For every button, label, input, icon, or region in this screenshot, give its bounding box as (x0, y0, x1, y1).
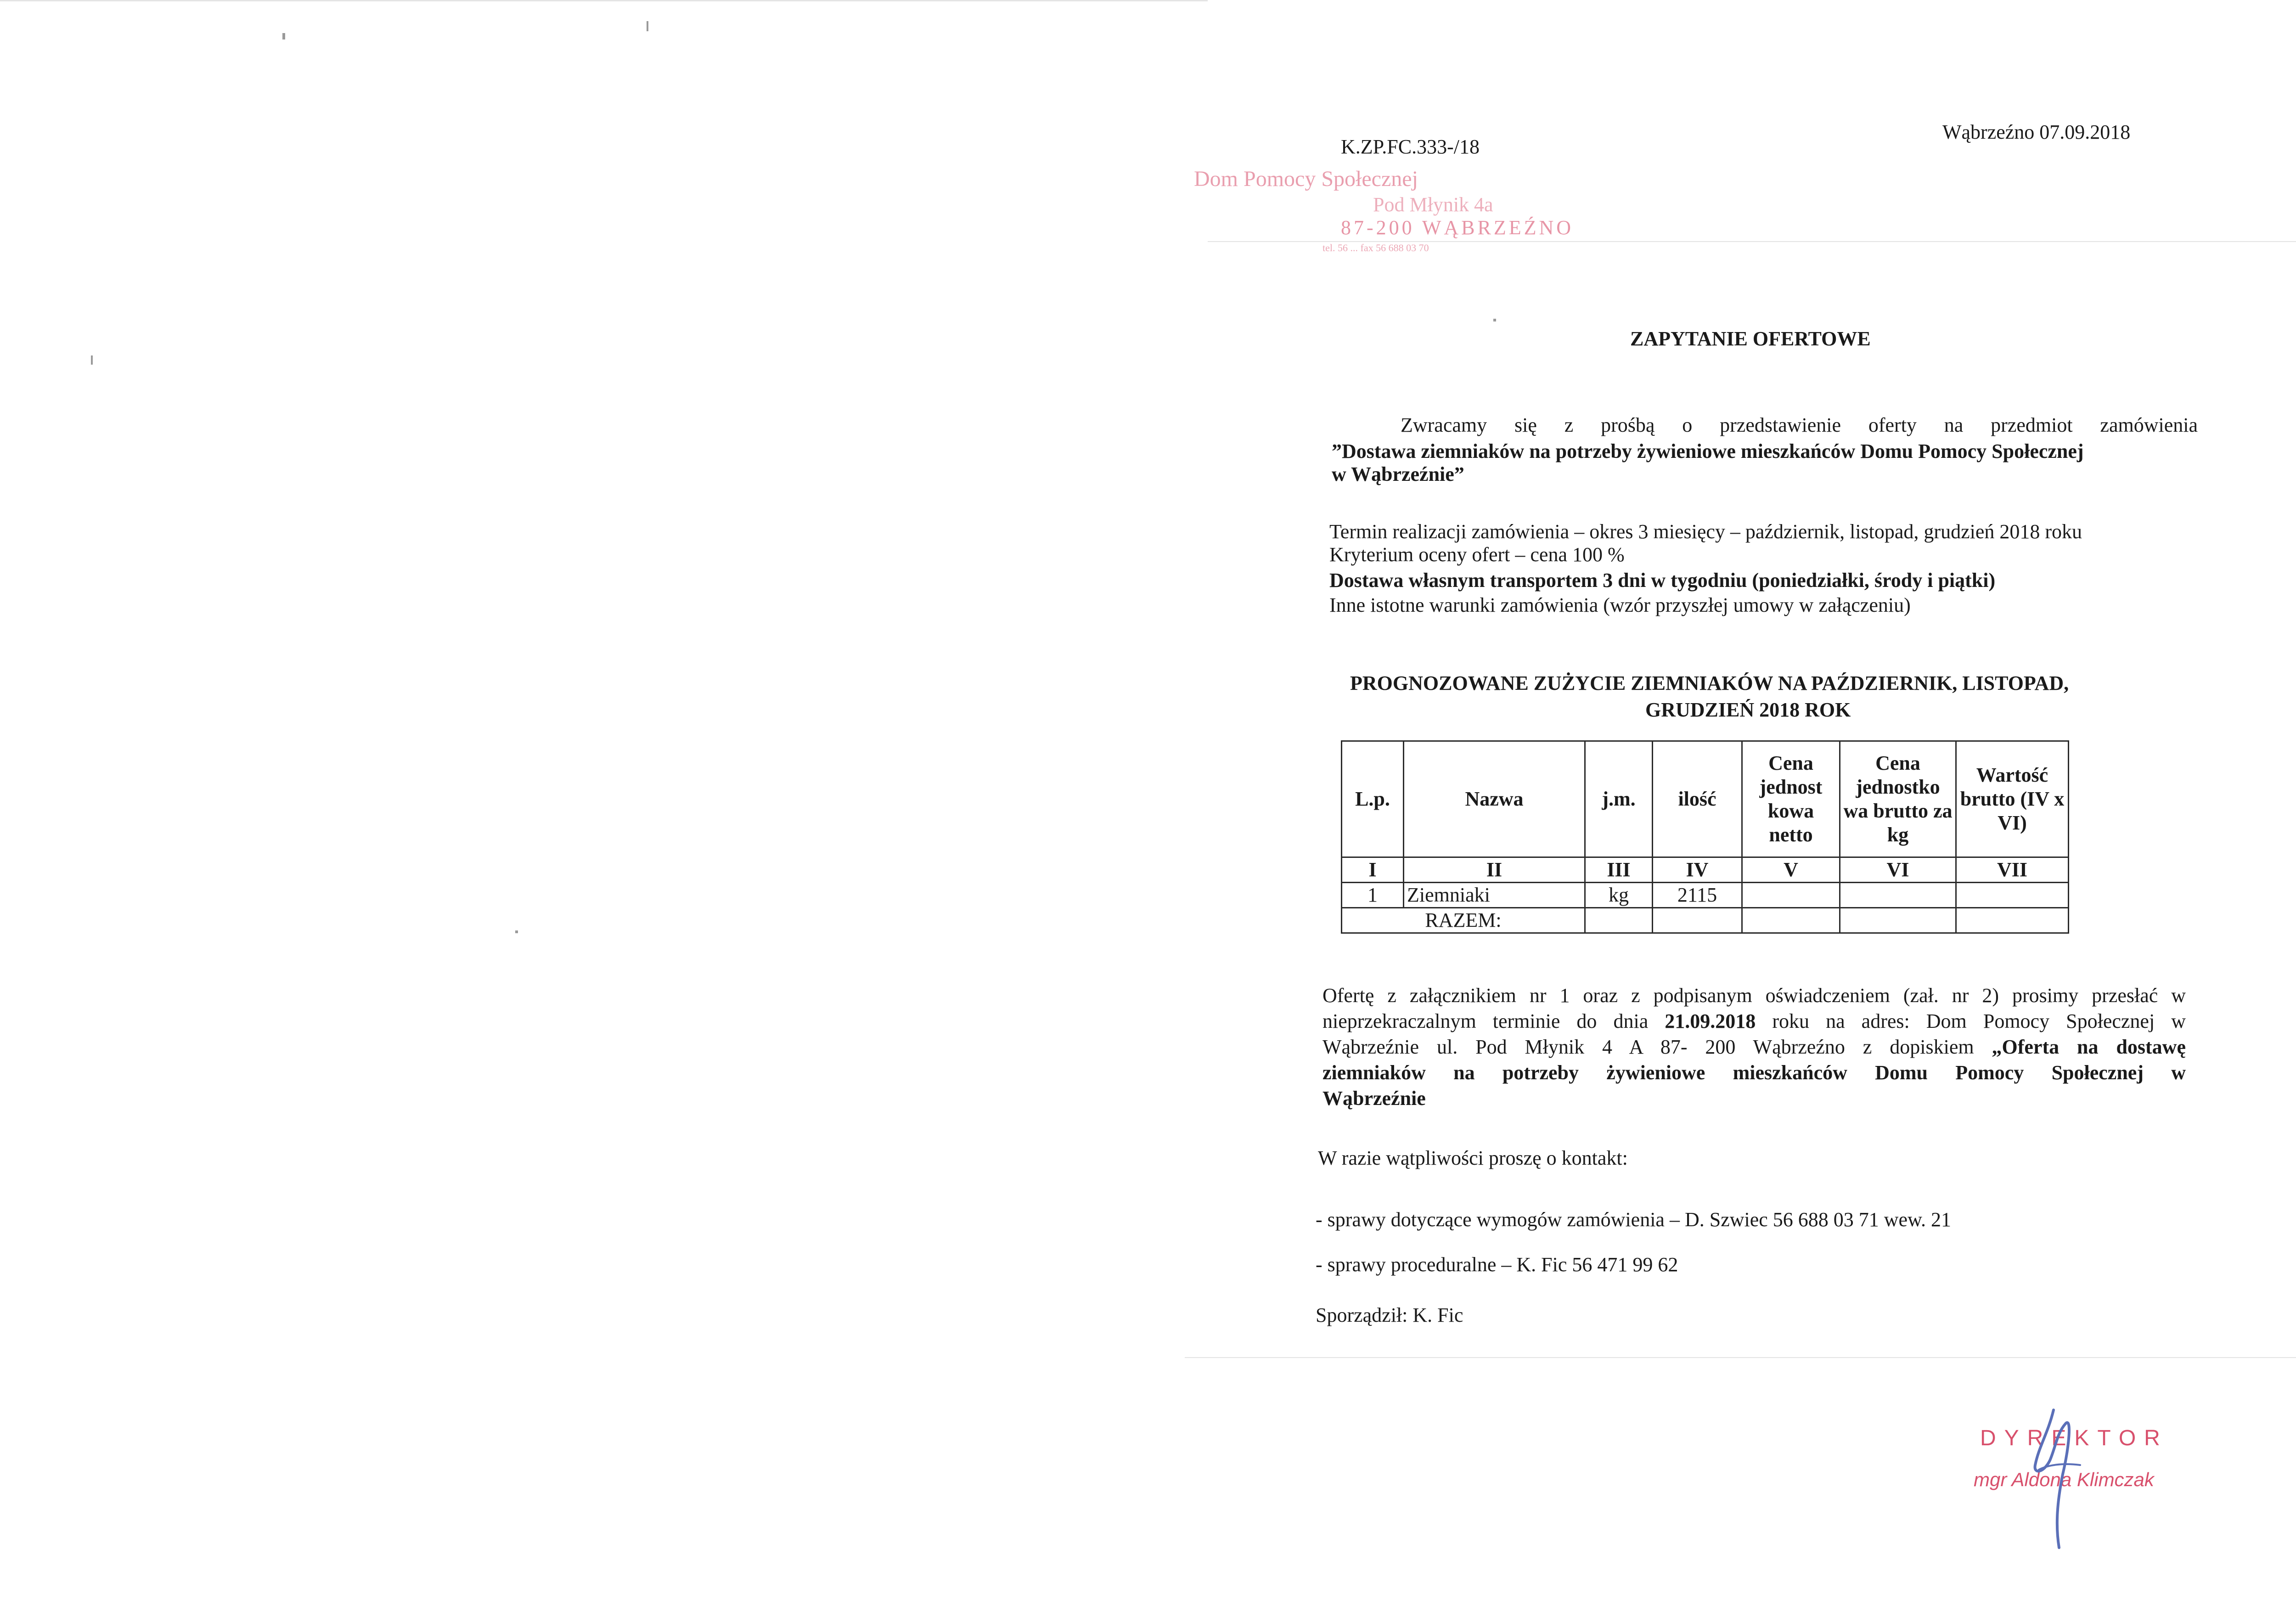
prepared-by: Sporządził: K. Fic (1316, 1304, 1463, 1326)
institution-stamp-street: Pod Młynik 4a (1373, 193, 1493, 216)
table-cell: 1 (1342, 883, 1404, 908)
forecast-heading-line1: PROGNOZOWANE ZUŻYCIE ZIEMNIAKÓW NA PAŹDZIERNIK, LISTOPAD, (1350, 672, 2069, 694)
header-cell: Cena jednost kowa netto (1742, 741, 1840, 857)
offer-instructions-line1: Ofertę z załącznikiem nr 1 oraz z podpisanym oświadczeniem (zał. nr 2) prosimy przesłać w (1322, 984, 2186, 1007)
table-total-row (1342, 908, 2069, 933)
scan-speck (1493, 319, 1496, 321)
offer-deadline-date: 21.09.2018 (1665, 1010, 1756, 1032)
roman-cell: VI (1840, 857, 1956, 883)
offer-instructions-text: Wąbrzeźnie ul. Pod Młynik 4 A 87- 200 Wąbrzeźno z dopiskiem (1322, 1036, 1992, 1058)
reference-number: K.ZP.FC.333-/18 (1341, 135, 1480, 158)
table-cell (1742, 883, 1840, 908)
delivery-terms: Dostawa własnym transportem 3 dni w tygodniu (poniedziałki, środy i piątki) (1329, 569, 1996, 592)
roman-cell: IV (1653, 857, 1742, 883)
scan-fold-line-lower (1185, 1357, 2296, 1358)
table-cell (1840, 908, 1956, 933)
contact-procedural: - sprawy proceduralne – K. Fic 56 471 99 62 (1316, 1253, 1678, 1276)
table-cell (1840, 883, 1956, 908)
place-and-date: Wąbrzeźno 07.09.2018 (1942, 121, 2131, 143)
document-title: ZAPYTANIE OFERTOWE (1630, 327, 1871, 350)
evaluation-criterion: Kryterium oceny ofert – cena 100 % (1329, 543, 1625, 566)
director-stamp-title: DYREKTOR (1980, 1426, 2168, 1450)
offer-instructions-text: roku na adres: Dom Pomocy Społecznej w (1756, 1010, 2186, 1032)
offer-annotation: „Oferta na dostawę (1992, 1036, 2186, 1058)
offer-instructions-line2 (1322, 1009, 2186, 1034)
roman-cell: II (1404, 857, 1585, 883)
director-signature (2011, 1396, 2103, 1552)
order-subject-line1: ”Dostawa ziemniaków na potrzeby żywieniowe mieszkańców Domu Pomocy Społecznej (1332, 440, 2084, 462)
scan-speck (282, 33, 285, 39)
table-header-row (1342, 741, 2069, 857)
table-cell: Ziemniaki (1404, 883, 1585, 908)
table-cell: 2115 (1653, 883, 1742, 908)
intro-line: Zwracamy się z prośbą o przedstawienie oferty na przedmiot zamówienia (1401, 414, 2198, 436)
table-cell (1956, 908, 2069, 933)
header-cell: ilość (1653, 741, 1742, 857)
table-cell: kg (1585, 883, 1653, 908)
contact-requirements: - sprawy dotyczące wymogów zamówienia – D. Szwiec 56 688 03 71 wew. 21 (1316, 1208, 1952, 1231)
other-conditions: Inne istotne warunki zamówienia (wzór przyszłej umowy w załączeniu) (1329, 594, 1911, 616)
header-cell: j.m. (1585, 741, 1653, 857)
table-cell (1653, 908, 1742, 933)
header-cell: L.p. (1342, 741, 1404, 857)
offer-instructions-text: nieprzekraczalnym terminie do dnia (1322, 1010, 1665, 1032)
scan-speck (91, 355, 93, 365)
order-subject-line2: w Wąbrzeźnie” (1332, 463, 1464, 485)
roman-cell: III (1585, 857, 1653, 883)
table-cell (1585, 908, 1653, 933)
scan-speck (515, 930, 518, 933)
table-row (1342, 883, 2069, 908)
realization-term: Termin realizacji zamówienia – okres 3 miesięcy – październik, listopad, grudzień 2018 roku (1329, 520, 2082, 543)
roman-cell: I (1342, 857, 1404, 883)
institution-stamp-name: Dom Pomocy Społecznej (1194, 167, 1418, 191)
total-label: RAZEM: (1342, 908, 1585, 933)
forecast-heading-line2: GRUDZIEŃ 2018 ROK (1645, 699, 1851, 721)
header-cell: Cena jednostko wa brutto za kg (1840, 741, 1956, 857)
table-cell (1742, 908, 1840, 933)
offer-instructions-line3 (1322, 1034, 2186, 1060)
doubts-contact-intro: W razie wątpliwości proszę o kontakt: (1318, 1147, 1628, 1169)
offer-annotation-line4: ziemniaków na potrzeby żywieniowe mieszkańców Domu Pomocy Społecznej w (1322, 1061, 2186, 1084)
institution-stamp-city: 87-200 WĄBRZEŹNO (1341, 216, 1574, 239)
scan-edge-line (0, 0, 1208, 1)
table-cell (1956, 883, 2069, 908)
offer-annotation-line5: Wąbrzeźnie (1322, 1087, 1426, 1110)
header-cell: Wartość brutto (IV x VI) (1956, 741, 2069, 857)
roman-cell: V (1742, 857, 1840, 883)
table-roman-row (1342, 857, 2069, 883)
institution-stamp-phone: tel. 56 ... fax 56 688 03 70 (1322, 242, 1429, 254)
header-cell: Nazwa (1404, 741, 1585, 857)
roman-cell: VII (1956, 857, 2069, 883)
director-stamp-name: mgr Aldona Klimczak (1974, 1469, 2154, 1490)
scan-speck (647, 21, 648, 31)
consumption-table (1341, 740, 2069, 934)
